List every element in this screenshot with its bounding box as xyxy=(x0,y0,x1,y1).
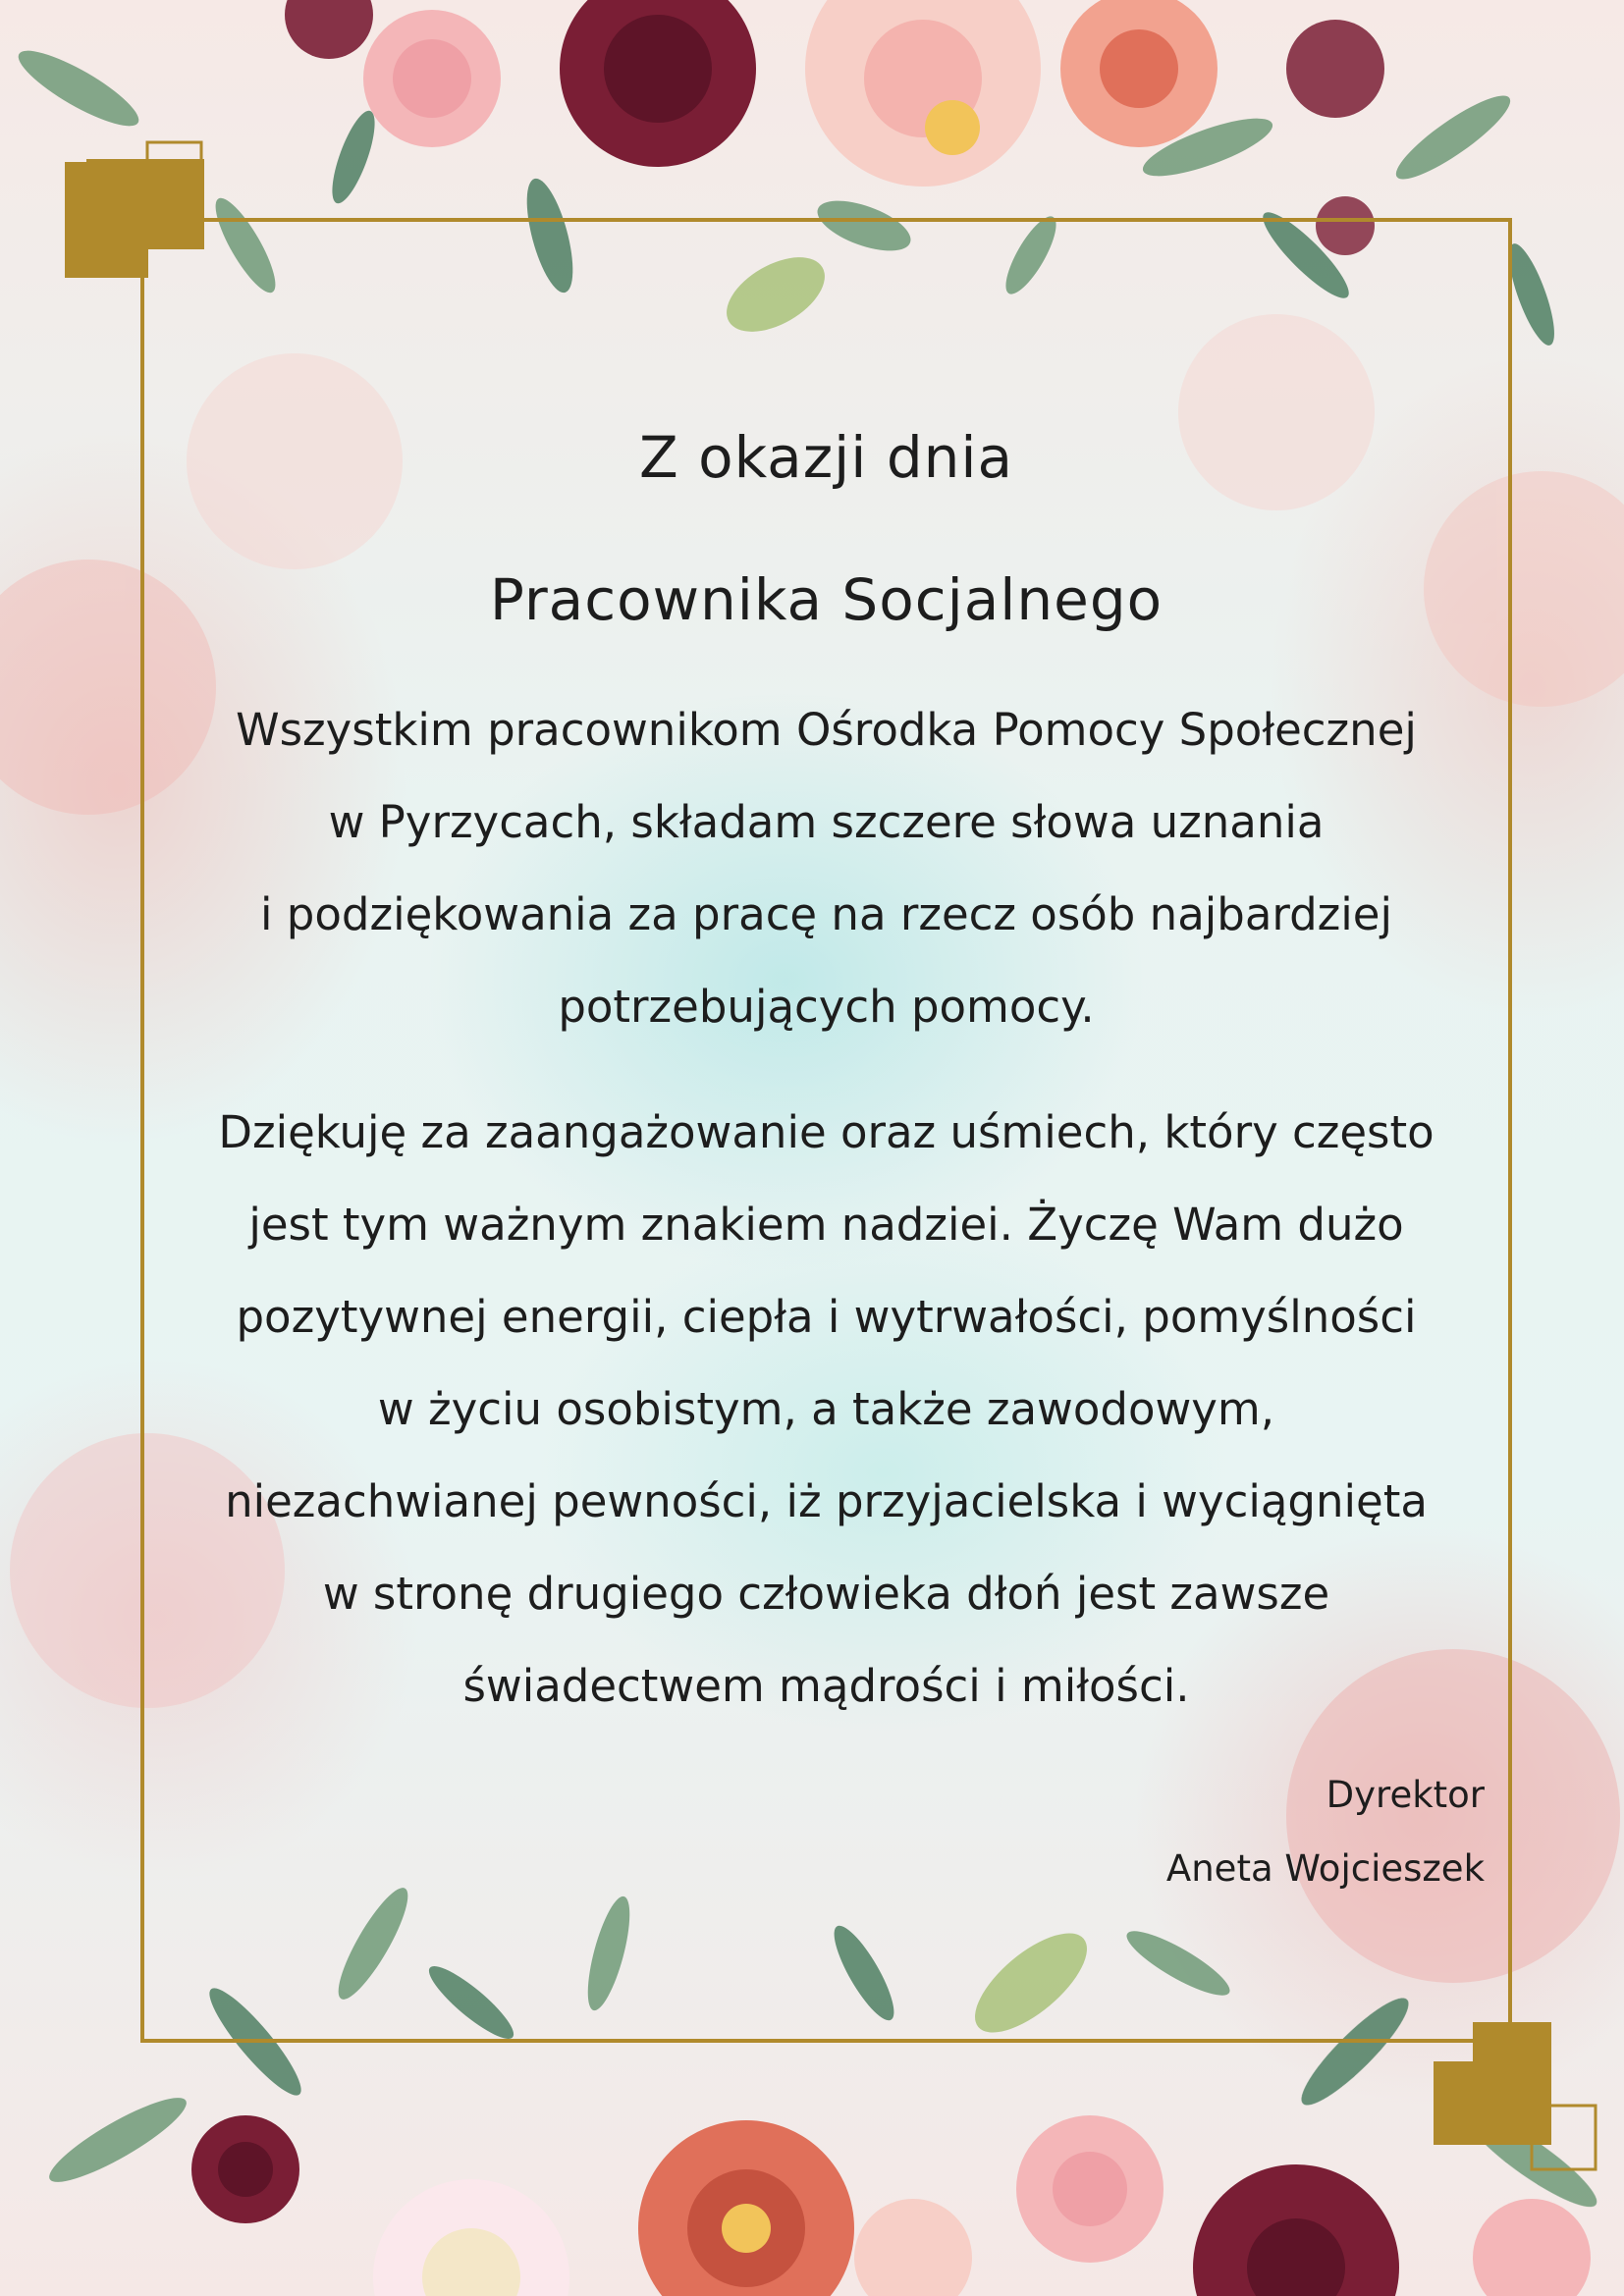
title-line-1: Z okazji dnia xyxy=(638,424,1014,491)
paragraph-line: niezachwianej pewności, iż przyjacielska i wyciągnięta xyxy=(225,1475,1428,1527)
paragraph-line: Wszystkim pracownikom Ośrodka Pomocy Społecznej xyxy=(236,704,1417,756)
paragraph-line: potrzebujących pomocy. xyxy=(558,981,1095,1033)
paragraph-line: w Pyrzycach, składam szczere słowa uznania xyxy=(328,796,1325,848)
paragraph-line: w stronę drugiego człowieka dłoń jest zawsze xyxy=(322,1568,1330,1620)
paragraph-wishes xyxy=(140,1087,1512,1733)
paragraph-line: świadectwem mądrości i miłości. xyxy=(462,1660,1190,1712)
bottom-flowers xyxy=(191,2115,1591,2296)
paragraph-line: jest tym ważnym znakiem nadziei. Życzę Wam dużo xyxy=(248,1199,1404,1251)
paragraph-line: w życiu osobistym, a także zawodowym, xyxy=(377,1383,1275,1435)
paragraph-thanks xyxy=(140,684,1512,1053)
signature-name: Aneta Wojcieszek xyxy=(1165,1847,1485,1890)
title-line-2: Pracownika Socjalnego xyxy=(489,566,1164,633)
paragraph-line: Dziękuję za zaangażowanie oraz uśmiech, który często xyxy=(218,1106,1435,1158)
paragraph-line: pozytywnej energii, ciepła i wytrwałości, pomyślności xyxy=(236,1291,1417,1343)
signature-role: Dyrektor xyxy=(1326,1774,1485,1816)
card-content xyxy=(140,218,1512,2043)
paragraph-line: i podziękowania za pracę na rzecz osób najbardziej xyxy=(260,888,1392,940)
